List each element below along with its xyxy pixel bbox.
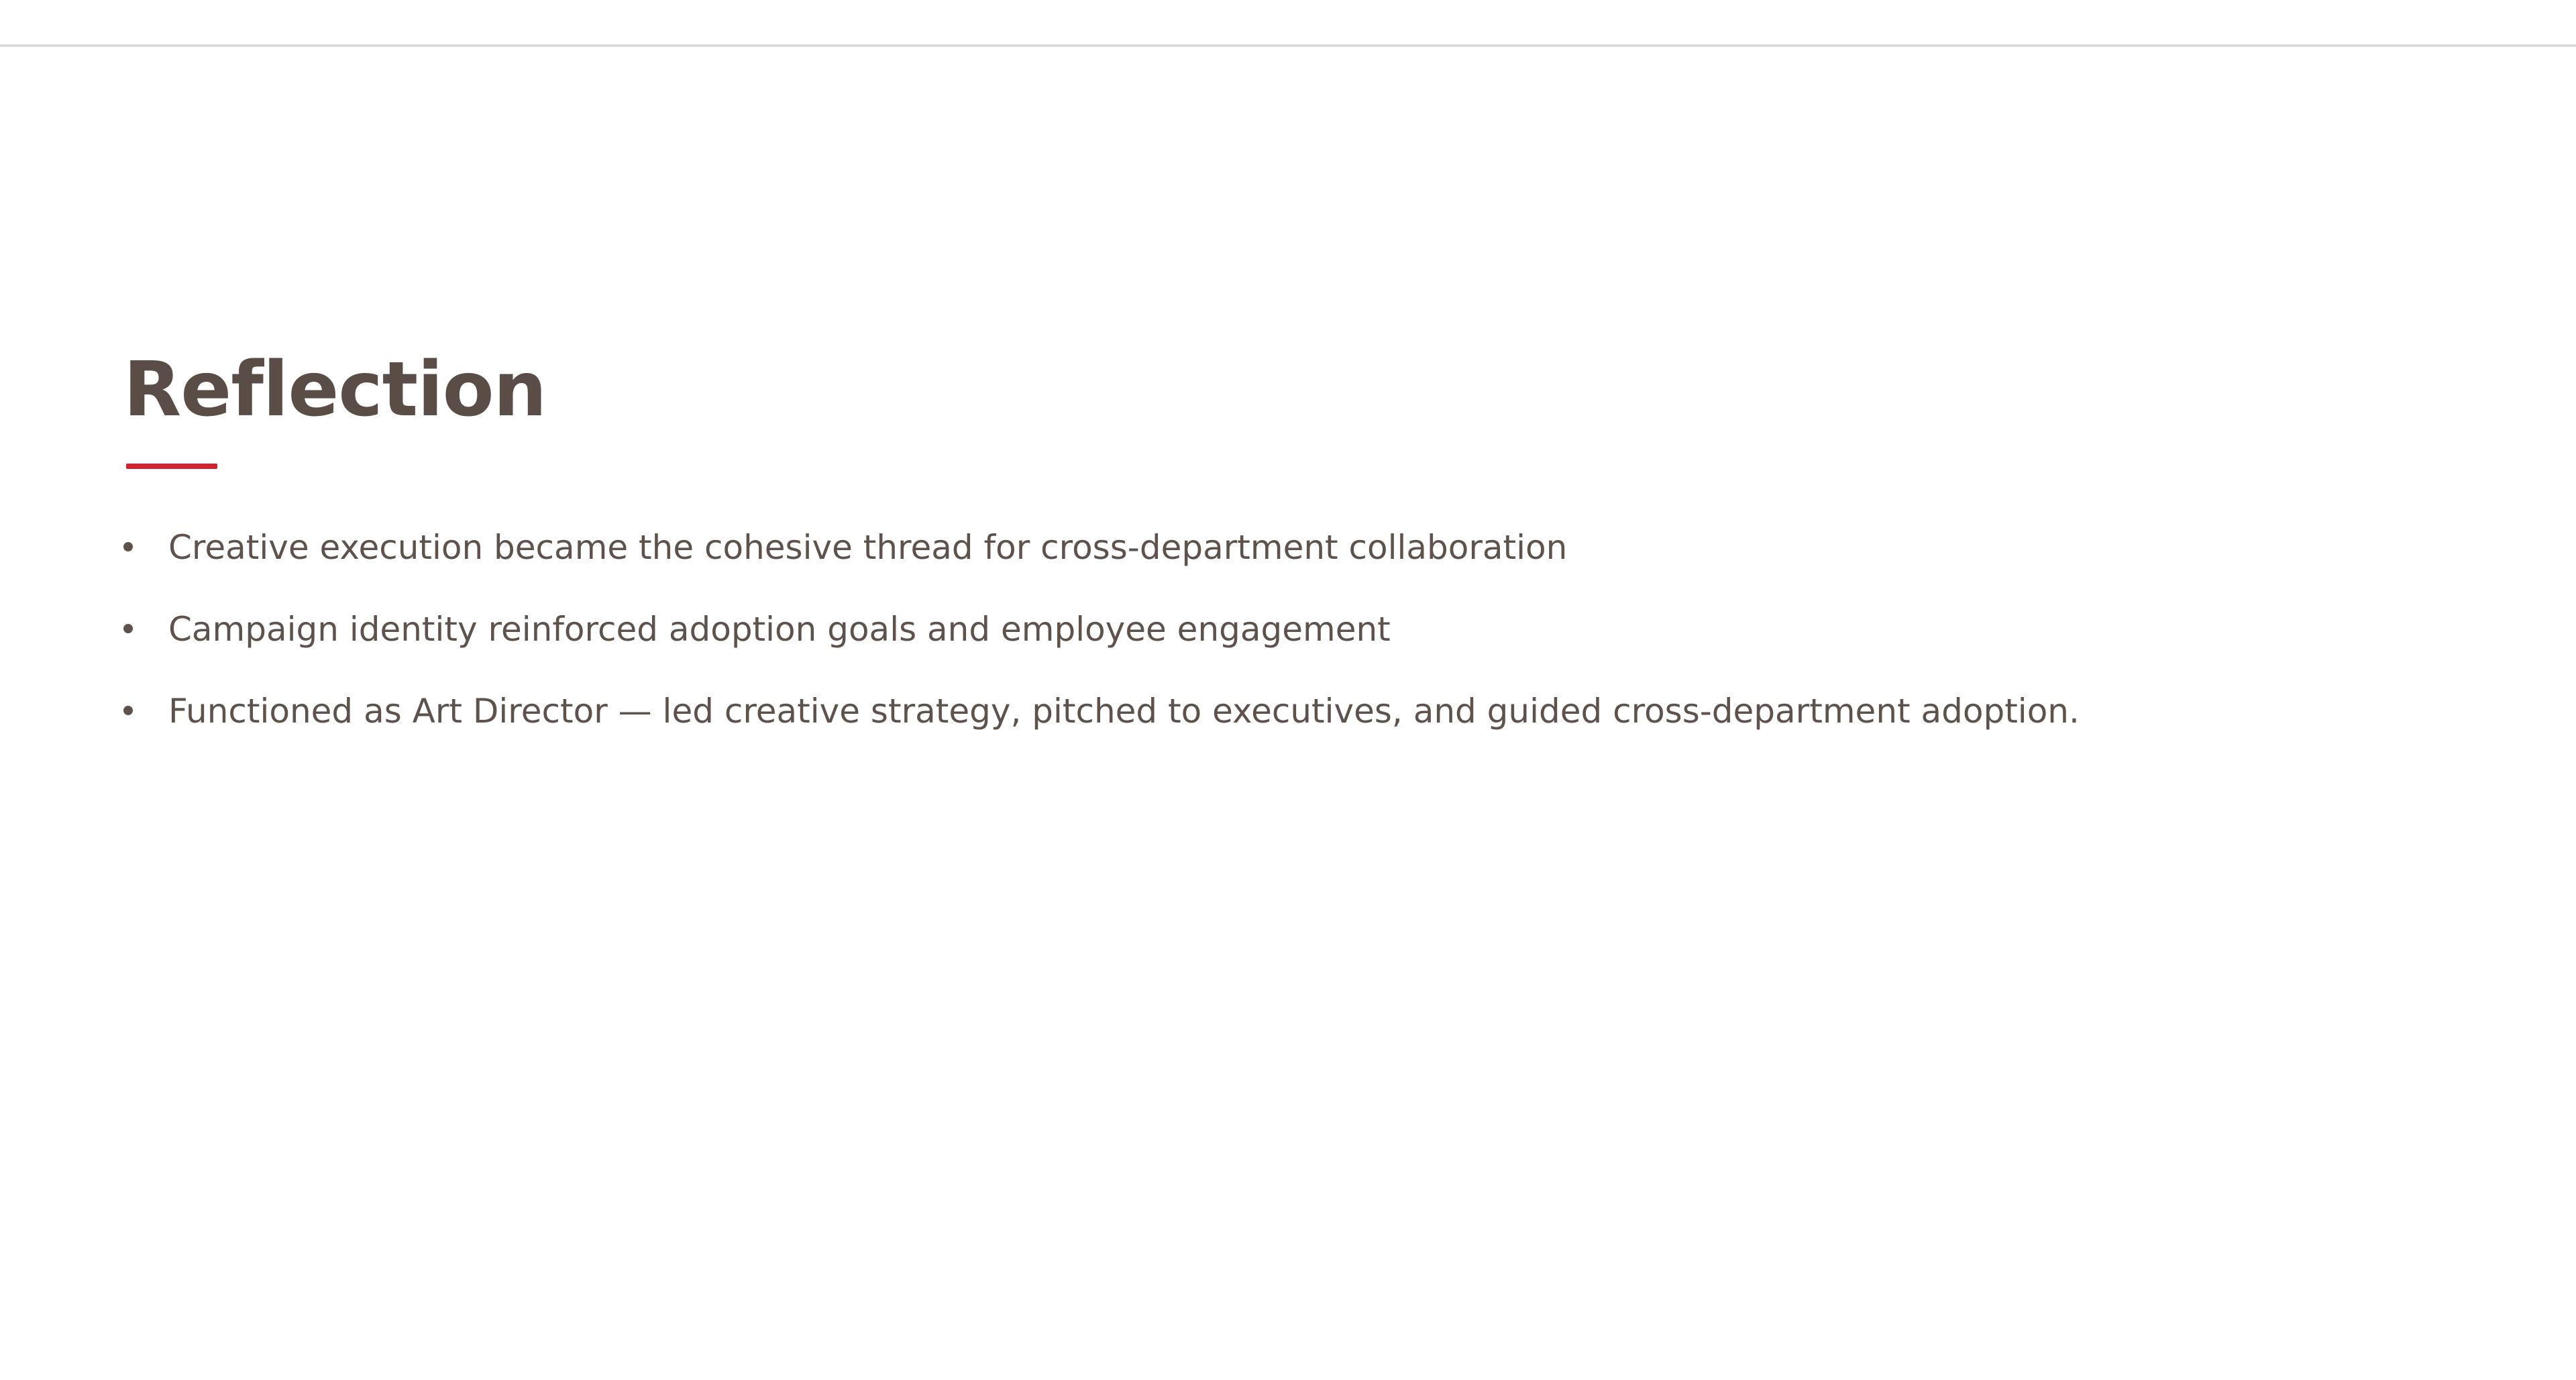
top-divider xyxy=(0,44,2576,47)
title-accent-line xyxy=(126,464,217,469)
bullet-item xyxy=(123,507,2404,588)
slide-content xyxy=(123,346,2404,752)
bullet-text: Functioned as Art Director — led creative strategy, pitched to executives, and guided cross-department adoption. xyxy=(168,692,2080,731)
bullet-text: Creative execution became the cohesive thread for cross-department collaboration xyxy=(168,528,1568,568)
bullet-item xyxy=(123,588,2404,670)
bullet-dot-icon xyxy=(123,624,133,633)
bullet-list xyxy=(123,507,2404,752)
bullet-dot-icon xyxy=(123,542,133,551)
bullet-text: Campaign identity reinforced adoption goals and employee engagement xyxy=(168,610,1391,649)
bullet-dot-icon xyxy=(123,706,133,715)
bullet-item xyxy=(123,670,2404,752)
slide-title: Reflection xyxy=(123,346,547,433)
